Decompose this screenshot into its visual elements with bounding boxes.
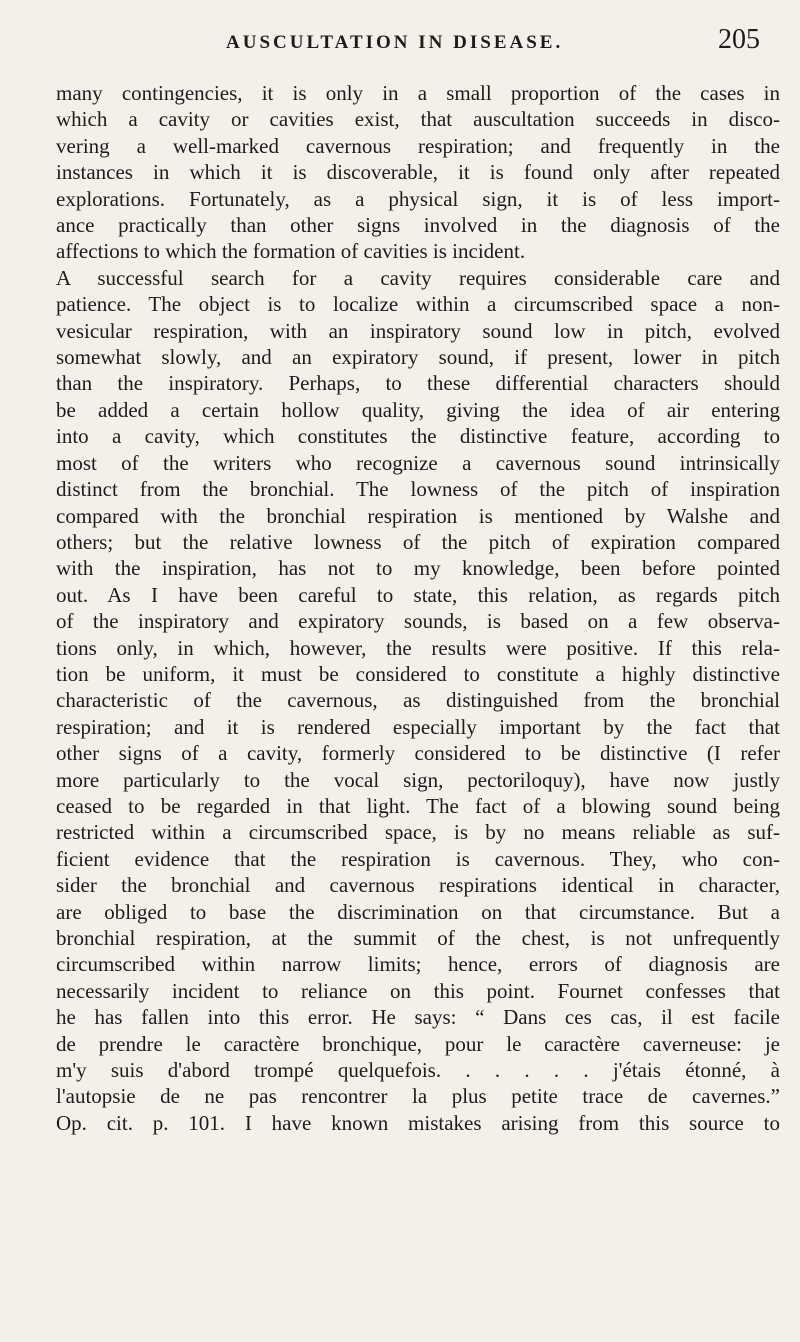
running-head: [56, 20, 770, 60]
text-line: patience. The object is to localize within a circumscribed space a non-: [56, 292, 780, 317]
text-line: somewhat slowly, and an expiratory sound, if present, lower in pitch: [56, 345, 780, 370]
text-line: bronchial respiration, at the summit of the chest, is not unfrequently: [56, 926, 780, 950]
text-line: vering a well-marked cavernous respiration; and frequently in the: [56, 133, 780, 158]
text-line: instances in which it is discoverable, it is found only after repeated: [56, 160, 780, 185]
text-line: tion be uniform, it must be considered to constitute a highly distinctive: [56, 661, 780, 686]
text-line: Op. cit. p. 101. I have known mistakes arising from this source to: [56, 1110, 780, 1135]
text-line: affections to which the formation of cavities is incident.: [56, 239, 526, 264]
text-line: distinct from the bronchial. The lowness of the pitch of inspiration: [56, 477, 780, 502]
text-line: de prendre le caractère bronchique, pour le caractère caverneuse: je: [56, 1031, 780, 1056]
text-line: ficient evidence that the respiration is cavernous. They, who con-: [56, 846, 780, 871]
text-line: m'y suis d'abord trompé quelquefois. . . . . . j'étais étonné, à: [56, 1058, 780, 1083]
body-text: [56, 80, 780, 1136]
text-line: restricted within a circumscribed space, is by no means reliable as suf-: [56, 820, 780, 845]
text-line: sider the bronchial and cavernous respirations identical in character,: [56, 873, 780, 898]
text-line: most of the writers who recognize a cavernous sound intrinsically: [56, 450, 780, 475]
text-line: other signs of a cavity, formerly considered to be distinctive (I refer: [56, 741, 780, 766]
text-line: characteristic of the cavernous, as distinguished from the bronchial: [56, 688, 780, 713]
text-line: of the inspiratory and expiratory sounds, is based on a few observa-: [56, 609, 780, 634]
text-line: necessarily incident to reliance on this point. Fournet confesses that: [56, 978, 780, 1003]
text-line: into a cavity, which constitutes the distinctive feature, according to: [56, 424, 780, 449]
text-line: are obliged to base the discrimination on that circumstance. But a: [56, 899, 780, 924]
page-number: 205: [718, 24, 760, 55]
text-line: which a cavity or cavities exist, that auscultation succeeds in disco-: [56, 107, 780, 132]
text-line: more particularly to the vocal sign, pectoriloquy), have now justly: [56, 767, 780, 792]
text-line: tions only, in which, however, the results were positive. If this rela-: [56, 635, 780, 660]
text-line: circumscribed within narrow limits; hence, errors of diagnosis are: [56, 952, 780, 977]
text-line: he has fallen into this error. He says: “ Dans ces cas, il est facile: [56, 1005, 780, 1030]
text-line: out. As I have been careful to state, this relation, as regards pitch: [56, 582, 780, 607]
text-line: A successful search for a cavity requires considerable care and: [56, 265, 780, 290]
text-line: many contingencies, it is only in a small proportion of the cases in: [56, 81, 780, 105]
text-line: l'autopsie de ne pas rencontrer la plus petite trace de cavernes.”: [56, 1084, 780, 1109]
text-line: ance practically than other signs involved in the diagnosis of the: [56, 213, 780, 238]
text-line: vesicular respiration, with an inspiratory sound low in pitch, evolved: [56, 318, 780, 343]
text-line: be added a certain hollow quality, giving the idea of air entering: [56, 397, 780, 422]
text-line: respiration; and it is rendered especially important by the fact that: [56, 714, 780, 739]
text-line: compared with the bronchial respiration is mentioned by Walshe and: [56, 503, 780, 528]
text-line: ceased to be regarded in that light. The fact of a blowing sound being: [56, 793, 780, 818]
running-title: AUSCULTATION IN DISEASE.: [226, 32, 564, 53]
text-line: with the inspiration, has not to my knowledge, been before pointed: [56, 556, 780, 581]
text-line: than the inspiratory. Perhaps, to these differential characters should: [56, 371, 780, 396]
text-line: explorations. Fortunately, as a physical sign, it is of less import-: [56, 186, 780, 211]
text-line: others; but the relative lowness of the pitch of expiration compared: [56, 529, 780, 554]
